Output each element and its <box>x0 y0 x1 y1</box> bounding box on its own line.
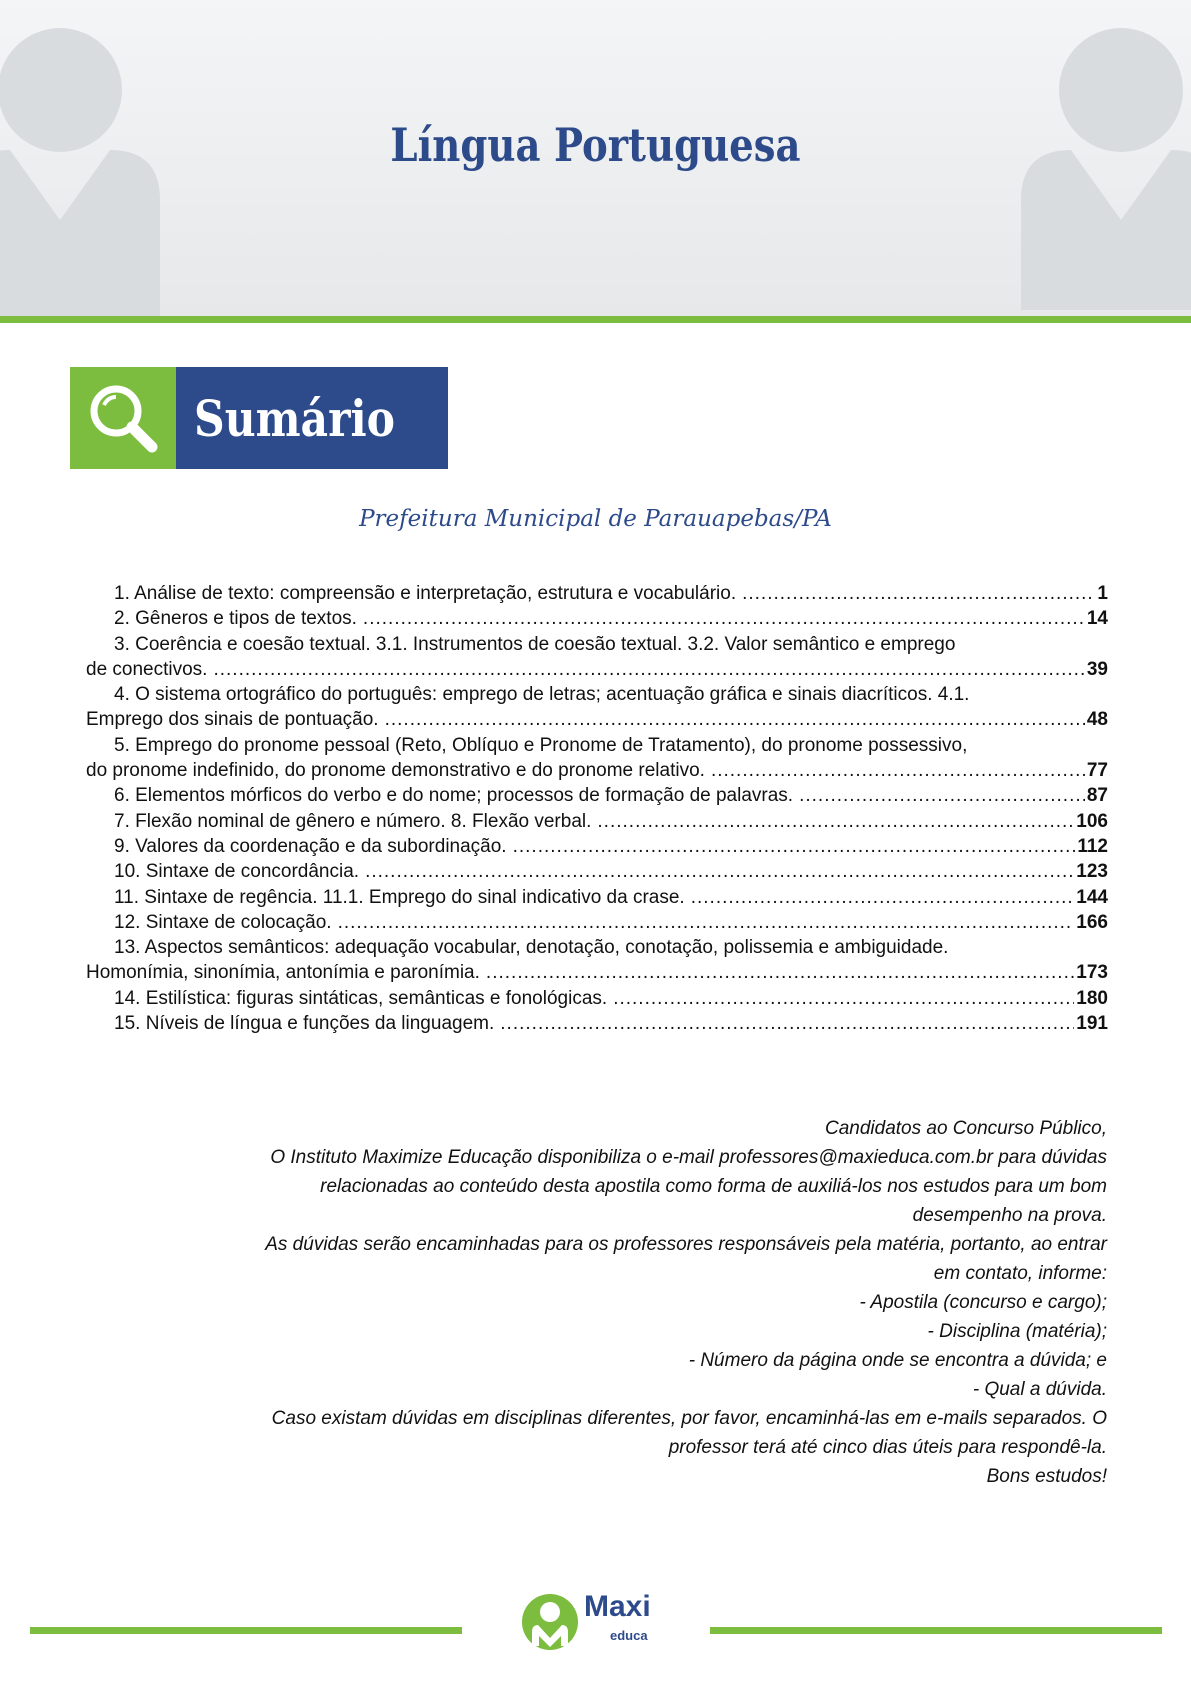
toc-entry-title: 10. Sintaxe de concordância. <box>114 861 360 883</box>
notice-line: - Número da página onde se encontra a dúvida; e <box>688 1350 1107 1371</box>
summary-label: Sumário <box>194 388 395 448</box>
notice-line: O Instituto Maximize Educação disponibiliza o e-mail professores@maxieduca.com.br para dúvidas <box>270 1147 1107 1168</box>
notice-line: Bons estudos! <box>986 1466 1107 1487</box>
toc-entry-title: 2. Gêneros e tipos de textos. <box>114 608 357 630</box>
toc-entry <box>86 1011 1108 1036</box>
toc-page-number: 87 <box>1086 785 1108 807</box>
toc-entry-title: do pronome indefinido, do pronome demonstrativo e do pronome relativo. <box>86 760 705 782</box>
toc-leader-dots <box>500 1011 1074 1036</box>
toc-page-number: 14 <box>1086 608 1108 630</box>
logo-text-educa: educa <box>610 1628 648 1643</box>
notice-line: - Qual a dúvida. <box>972 1379 1107 1400</box>
toc-entry <box>86 986 1108 1011</box>
toc-page-number: 144 <box>1076 886 1108 908</box>
toc-entry <box>86 910 1108 935</box>
notice-line: relacionadas ao conteúdo desta apostila como forma de auxiliá-los nos estudos para um bom <box>320 1176 1107 1197</box>
subject-title: Língua Portuguesa <box>390 118 801 172</box>
toc-leader-dots <box>486 960 1074 985</box>
notice-line: Caso existam dúvidas em disciplinas diferentes, por favor, encaminhá-las em e-mails separados. O <box>271 1408 1107 1429</box>
table-of-contents <box>86 581 1108 1036</box>
toc-entry-line <box>86 885 1108 910</box>
toc-leader-dots <box>365 859 1074 884</box>
toc-entry <box>86 632 1108 683</box>
toc-page-number: 112 <box>1077 835 1108 857</box>
toc-entry-line <box>86 834 1108 859</box>
maxi-educa-logo <box>520 1590 690 1660</box>
toc-page-number: 48 <box>1086 709 1108 731</box>
toc-page-number: 39 <box>1086 658 1108 680</box>
toc-leader-dots <box>691 885 1075 910</box>
toc-leader-dots <box>597 809 1074 834</box>
logo-text-maxi: Maxi <box>584 1590 651 1623</box>
toc-entry-line <box>86 986 1108 1011</box>
notice-line: em contato, informe: <box>933 1263 1107 1284</box>
notice-line: As dúvidas serão encaminhadas para os professores responsáveis pela matéria, portanto, ao entrar <box>265 1234 1107 1255</box>
toc-entry <box>86 935 1108 986</box>
toc-entry-first-line: 5. Emprego do pronome pessoal (Reto, Oblíquo e Pronome de Tratamento), do pronome possessivo, <box>114 734 968 756</box>
notice-line: professor terá até cinco dias úteis para respondê-la. <box>668 1437 1107 1458</box>
footer-divider-right <box>710 1627 1162 1634</box>
toc-entry-line <box>86 707 1108 732</box>
maxi-logo-icon <box>520 1592 580 1654</box>
toc-entry-title: 12. Sintaxe de colocação. <box>114 911 332 933</box>
header-divider <box>0 316 1191 323</box>
toc-page-number: 106 <box>1076 810 1108 832</box>
toc-entry <box>86 733 1108 784</box>
toc-entry-title: Homonímia, sinonímia, antonímia e paronímia. <box>86 962 480 984</box>
toc-entry-line <box>86 960 1108 985</box>
notice-line: - Disciplina (matéria); <box>927 1321 1107 1342</box>
toc-leader-dots <box>711 758 1085 783</box>
toc-page-number: 191 <box>1076 1013 1108 1035</box>
toc-leader-dots <box>363 606 1085 631</box>
toc-entry-first-line: 4. O sistema ortográfico do português: emprego de letras; acentuação gráfica e sinais diacríticos. 4.1. <box>114 684 970 706</box>
toc-leader-dots <box>742 581 1095 606</box>
toc-entry <box>86 682 1108 733</box>
toc-entry <box>86 783 1108 808</box>
toc-entry <box>86 885 1108 910</box>
toc-entry-line <box>86 809 1108 834</box>
toc-entry-first-line: 3. Coerência e coesão textual. 3.1. Instrumentos de coesão textual. 3.2. Valor semântico e emprego <box>114 633 956 655</box>
toc-page-number: 77 <box>1086 760 1108 782</box>
magnifier-icon-box <box>70 367 176 469</box>
toc-leader-dots <box>338 910 1075 935</box>
candidate-notice <box>110 1114 1107 1491</box>
toc-entry <box>86 859 1108 884</box>
toc-leader-dots <box>385 707 1085 732</box>
footer-divider-left <box>30 1627 462 1634</box>
toc-entry-title: 1. Análise de texto: compreensão e interpretação, estrutura e vocabulário. <box>114 583 737 604</box>
notice-line: Candidatos ao Concurso Público, <box>824 1118 1107 1139</box>
toc-entry-title: Emprego dos sinais de pontuação. <box>86 709 379 731</box>
toc-entry-line <box>86 581 1108 606</box>
toc-leader-dots <box>613 986 1074 1011</box>
toc-leader-dots <box>513 834 1076 859</box>
toc-entry-title: 9. Valores da coordenação e da subordinação. <box>114 835 507 857</box>
toc-entry <box>86 834 1108 859</box>
exam-subtitle: Prefeitura Municipal de Parauapebas/PA <box>359 506 832 532</box>
toc-entry <box>86 809 1108 834</box>
page-header <box>0 0 1191 318</box>
toc-page-number: 173 <box>1076 962 1108 984</box>
toc-entry-line <box>86 1011 1108 1036</box>
toc-page-number: 1 <box>1097 583 1108 604</box>
toc-page-number: 166 <box>1076 911 1108 933</box>
toc-leader-dots <box>799 783 1085 808</box>
toc-entry-title: 6. Elementos mórficos do verbo e do nome; processos de formação de palavras. <box>114 785 794 807</box>
toc-entry-line <box>86 758 1108 783</box>
toc-leader-dots <box>213 657 1084 682</box>
toc-page-number: 123 <box>1076 861 1108 883</box>
toc-entry-title: 7. Flexão nominal de gênero e número. 8. Flexão verbal. <box>114 810 592 832</box>
toc-entry-line <box>86 657 1108 682</box>
summary-label-bar <box>176 367 448 469</box>
toc-page-number: 180 <box>1076 987 1108 1009</box>
toc-entry-line <box>86 783 1108 808</box>
toc-entry-first-line: 13. Aspectos semânticos: adequação vocabular, denotação, conotação, polissemia e ambiguidade. <box>114 937 949 959</box>
toc-entry-title: 15. Níveis de língua e funções da linguagem. <box>114 1013 495 1035</box>
summary-banner <box>70 367 448 469</box>
toc-entry <box>86 606 1108 631</box>
notice-line: - Apostila (concurso e cargo); <box>859 1292 1107 1313</box>
toc-entry-line <box>86 910 1108 935</box>
toc-entry-line <box>86 859 1108 884</box>
toc-entry-title: de conectivos. <box>86 658 208 680</box>
magnifier-icon <box>70 367 176 469</box>
toc-entry-title: 14. Estilística: figuras sintáticas, semânticas e fonológicas. <box>114 987 608 1009</box>
toc-entry <box>86 581 1108 606</box>
toc-entry-line <box>86 606 1108 631</box>
toc-entry-title: 11. Sintaxe de regência. 11.1. Emprego do sinal indicativo da crase. <box>114 886 685 908</box>
notice-line: desempenho na prova. <box>912 1205 1107 1226</box>
